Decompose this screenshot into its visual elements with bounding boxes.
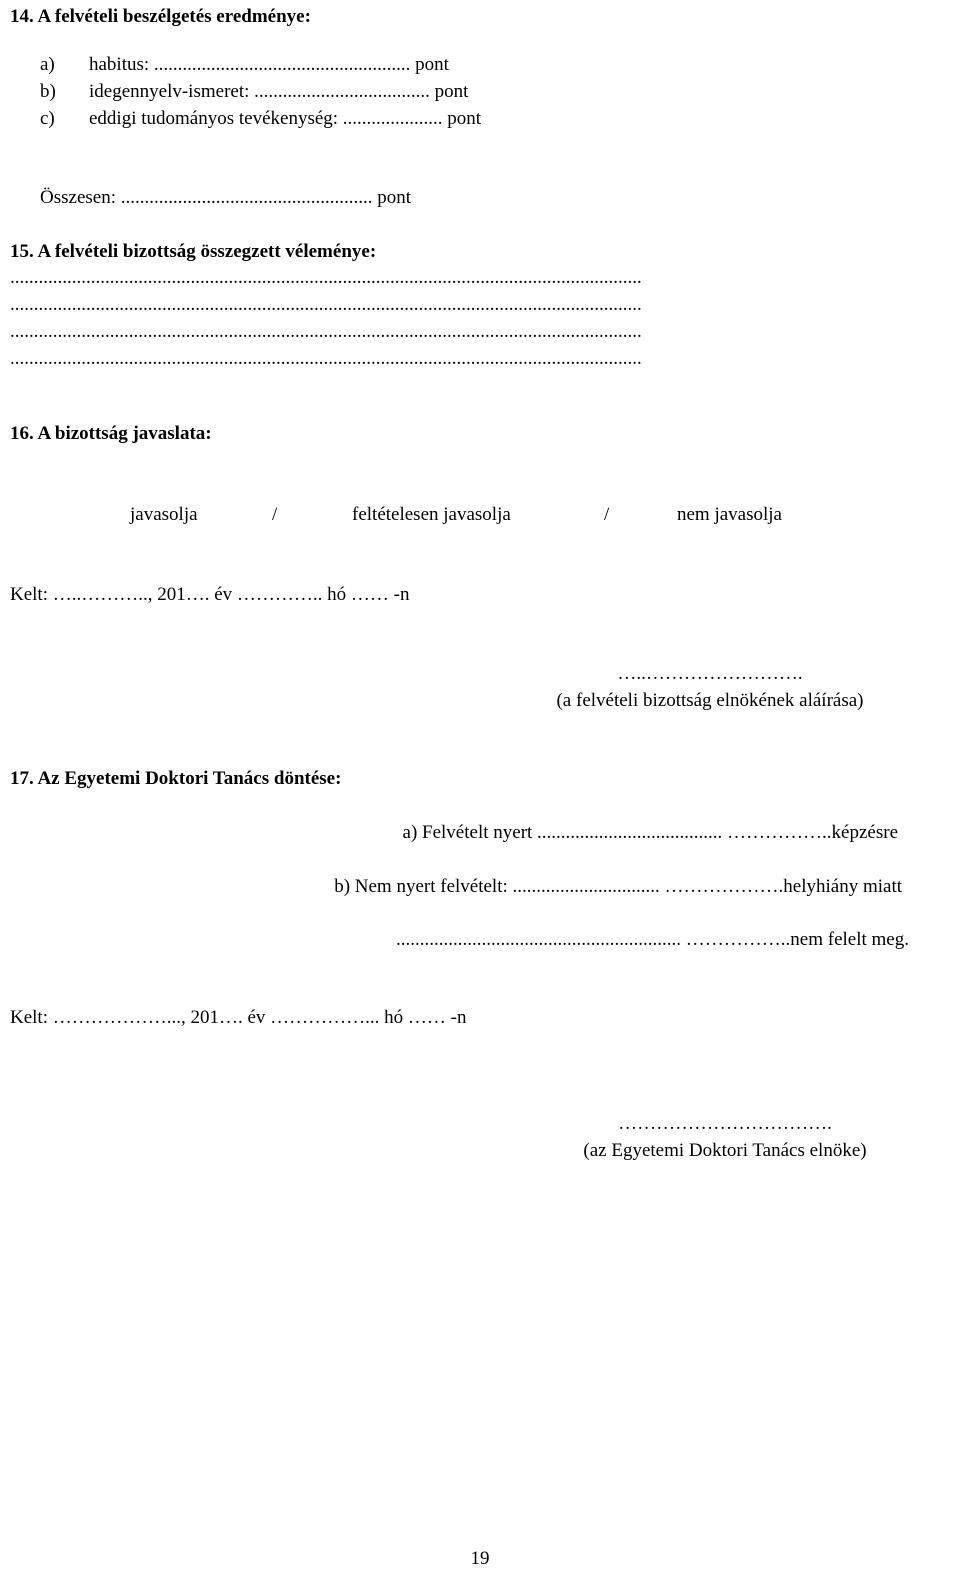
opinion-line-2: ..................................................................................................................................... [10,295,642,314]
section-16-heading: 16. A bizottság javaslata: [10,423,212,444]
section-17-heading: 17. Az Egyetemi Doktori Tanács döntése: [10,768,342,789]
total-line: Összesen: ..................................................... pont [40,187,412,208]
section-16-signature-dots: …..……………………. [617,663,803,684]
opinion-line-4: ..................................................................................................................................... [10,349,642,368]
option-javasolja: javasolja [130,504,198,525]
item-b-letter: b) [40,81,56,102]
section-14-heading: 14. A felvételi beszélgetés eredménye: [10,6,311,27]
section-17-date-line: Kelt: ………………..., 201…. év ……………... hó …… -n [10,1007,467,1028]
item-a-text: habitus: ...................................................... pont [89,54,449,75]
section-16-date-line: Kelt: …..……….., 201…. év ………….. hó …… -n [10,584,410,605]
item-a-letter: a) [40,54,55,75]
option-feltetelesen-javasolja: feltételesen javasolja [352,504,511,525]
page-number: 19 [470,1548,490,1569]
option-separator-1: / [272,504,278,525]
section-17-signature-caption: (az Egyetemi Doktori Tanács elnöke) [583,1140,867,1161]
item-b-text: idegennyelv-ismeret: ..................................... pont [89,81,469,102]
decision-row-b: b) Nem nyert felvételt: ............................... ……………….helyhiány miatt [334,876,902,897]
opinion-line-1: ..................................................................................................................................... [10,268,642,287]
section-15-heading: 15. A felvételi bizottság összegzett véleménye: [10,241,377,262]
decision-row-c: ............................................................ ……………..nem felelt meg. [396,929,909,950]
option-nem-javasolja: nem javasolja [677,504,782,525]
section-16-signature-caption: (a felvételi bizottság elnökének aláírása) [556,690,864,711]
opinion-line-3: ..................................................................................................................................... [10,322,642,341]
decision-row-a: a) Felvételt nyert ....................................... ……………..képzésre [402,822,898,843]
item-c-letter: c) [40,108,55,129]
section-17-signature-dots: ……………………………. [618,1113,832,1134]
item-c-text: eddigi tudományos tevékenység: ..................... pont [89,108,482,129]
option-separator-2: / [604,504,610,525]
